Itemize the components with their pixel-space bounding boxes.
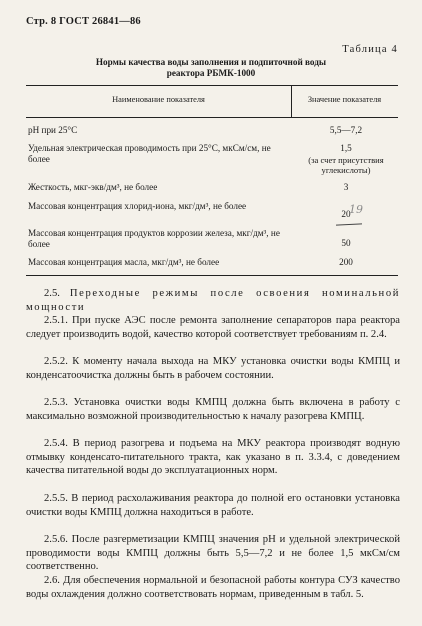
- column-header-value: Значение показателя: [307, 95, 382, 104]
- row-name-ph: pH при 25°С: [28, 125, 78, 135]
- row-name-corrosion: Массовая концентрация продуктов коррозии железа, мкг/дм³, не более: [28, 228, 280, 249]
- paragraph-2-5-4-text: 2.5.4. В период разогрева и подъема на МКУ реактора производят водную отмывку конденсато-питательного тракта, как указано в п. 3.3.4, с доведением качества питательной воды до эксплуатационных норм.: [26, 438, 400, 477]
- row-name-hardness: Жесткость, мкг-экв/дм³, не более: [28, 182, 158, 192]
- paragraph-2-5-3: [26, 396, 400, 423]
- row-name-chloride: Массовая концентрация хлорид-иона, мкг/дм³, не более: [28, 201, 247, 211]
- paragraph-2-5-6: [26, 533, 400, 574]
- table-number-label: Таблица 4: [342, 44, 398, 55]
- column-header-name: Наименование показателя: [112, 95, 205, 104]
- row-value-corrosion: 50: [341, 238, 351, 248]
- paragraph-2-6-text: 2.6. Для обеспечения нормальной и безопасной работы контура СУЗ качество воды охлаждения должно соответствовать нормам, приведенным в табл. 5.: [26, 575, 400, 600]
- paragraph-2-5-1: [26, 314, 400, 341]
- paragraph-2-5-5: [26, 492, 400, 519]
- paragraph-2-5-5-text: 2.5.5. В период расхолаживания реактора до полной его остановки установка очистки воды КМПЦ должна находиться в работе.: [26, 493, 400, 518]
- row-value-hardness: 3: [343, 182, 349, 192]
- table-header-rule: [26, 117, 398, 118]
- paragraph-2-5-2-text: 2.5.2. К моменту начала выхода на МКУ установка очистки воды КМПЦ и конденсатоочистка должны быть в рабочем состоянии.: [26, 356, 400, 381]
- water-quality-table: [26, 85, 398, 279]
- table-caption-line2: реактора РБМК-1000: [166, 68, 256, 78]
- paragraph-2-5-4: [26, 437, 400, 478]
- handwritten-annotation: 19: [349, 203, 363, 216]
- row-value-chloride: 20: [341, 209, 351, 219]
- paragraph-2-5-3-text: 2.5.3. Установка очистки воды КМПЦ должна быть включена в работу с максимально возможной производительностью к началу разогрева КМПЦ.: [26, 397, 400, 422]
- section-2-5-number: 2.5.: [44, 288, 60, 299]
- row-note-conductivity: (за счет присутствия углекислоты): [308, 155, 384, 175]
- table-bottom-rule: [26, 275, 398, 276]
- paragraph-2-6: [26, 574, 400, 601]
- section-2-5-title: Переходные режимы после освоения номинальной мощности: [26, 288, 400, 313]
- row-value-conductivity: 1,5: [340, 143, 352, 153]
- paragraph-2-5-6-text: 2.5.6. После разгерметизации КМПЦ значения pH и удельной электрической проводимости воды КМПЦ должны быть 5,5—7,2 и не более 1,5 мкСм/см соответственно.: [26, 534, 400, 573]
- row-value-ph: 5,5—7,2: [329, 125, 363, 135]
- paragraph-2-5-1-text: 2.5.1. При пуске АЭС после ремонта заполнение сепараторов пара реактора следует производить водой, качество которой соответствует требованиям п. 2.4.: [26, 315, 400, 340]
- paragraph-2-5-2: [26, 355, 400, 382]
- row-name-conductivity: Удельная электрическая проводимость при 25°С, мкСм/см, не более: [28, 143, 271, 164]
- table-caption-line1: Нормы качества воды заполнения и подпиточной воды: [95, 57, 327, 67]
- section-2-5-heading: [26, 287, 400, 314]
- table-top-rule: [26, 85, 398, 86]
- row-value-oil: 200: [339, 257, 353, 267]
- row-name-oil: Массовая концентрация масла, мкг/дм³, не более: [28, 257, 220, 267]
- page-header: Стр. 8 ГОСТ 26841—86: [26, 16, 141, 27]
